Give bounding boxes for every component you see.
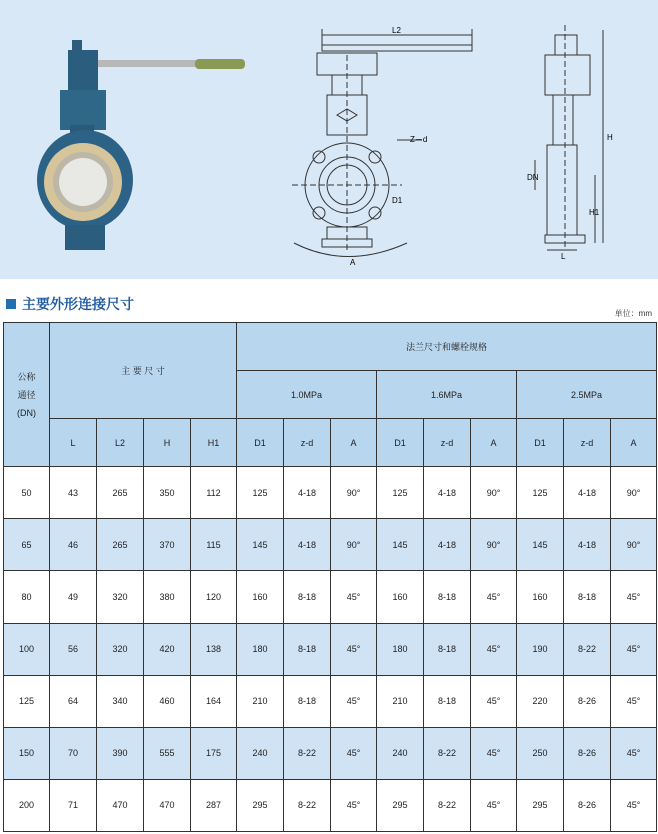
table-cell: 150 [4,727,50,779]
table-cell: 90° [471,467,517,519]
l-label: L [561,252,566,260]
zd-label: Z－d [410,135,428,144]
table-row [4,779,657,831]
table-cell: 180 [377,623,424,675]
table-cell: 115 [191,519,237,571]
column-header: D1 [517,419,564,467]
table-cell: 220 [517,675,564,727]
table-cell: 64 [50,675,97,727]
table-cell: 45° [471,675,517,727]
column-header: L2 [97,419,144,467]
table-cell: 8-22 [564,623,611,675]
table-cell: 8-18 [564,571,611,623]
table-cell: 8-18 [284,571,331,623]
side-view-drawing [525,15,645,260]
table-cell: 8-22 [424,779,471,831]
table-cell: 145 [517,519,564,571]
table-cell: 45° [471,571,517,623]
table-cell: 240 [377,727,424,779]
table-cell: 45° [331,779,377,831]
table-cell: 125 [237,467,284,519]
table-row [4,571,657,623]
table-cell: 65 [4,519,50,571]
main-dims-header: 主 要 尺 寸 [50,323,237,419]
table-cell: 90° [611,519,657,571]
table-cell: 460 [144,675,191,727]
dimension-table [3,322,657,832]
table-cell: 120 [191,571,237,623]
table-cell: 4-18 [564,467,611,519]
table-cell: 390 [97,727,144,779]
table-cell: 45° [331,727,377,779]
pressure-header: 1.6MPa [377,371,517,419]
section-title [6,294,134,314]
table-cell: 295 [377,779,424,831]
table-cell: 145 [237,519,284,571]
table-cell: 112 [191,467,237,519]
table-cell: 175 [191,727,237,779]
table-cell: 45° [471,727,517,779]
table-cell: 265 [97,467,144,519]
a-label: A [350,258,356,267]
table-cell: 340 [97,675,144,727]
front-view-drawing [282,15,482,270]
table-cell: 320 [97,623,144,675]
table-cell: 370 [144,519,191,571]
column-header: A [611,419,657,467]
column-header: L [50,419,97,467]
table-cell: 45° [611,623,657,675]
column-header: H [144,419,191,467]
table-cell: 295 [237,779,284,831]
table-cell: 8-26 [564,675,611,727]
table-cell: 90° [331,467,377,519]
table-cell: 49 [50,571,97,623]
table-cell: 45° [611,675,657,727]
table-cell: 71 [50,779,97,831]
table-cell: 160 [517,571,564,623]
valve-photo [30,30,260,260]
table-cell: 4-18 [564,519,611,571]
table-cell: 4-18 [284,519,331,571]
table-cell: 420 [144,623,191,675]
table-cell: 46 [50,519,97,571]
h1-label: H1 [589,208,600,217]
table-cell: 145 [377,519,424,571]
l2-label: L2 [392,26,401,35]
table-cell: 45° [331,675,377,727]
table-cell: 180 [237,623,284,675]
table-cell: 43 [50,467,97,519]
column-header: z-d [284,419,331,467]
table-cell: 125 [517,467,564,519]
table-cell: 50 [4,467,50,519]
table-cell: 320 [97,571,144,623]
table-cell: 4-18 [284,467,331,519]
table-cell: 265 [97,519,144,571]
table-cell: 90° [471,519,517,571]
pressure-header: 1.0MPa [237,371,377,419]
column-header: A [471,419,517,467]
h-label: H [607,133,613,142]
table-cell: 8-18 [284,623,331,675]
table-cell: 125 [4,675,50,727]
table-row [4,519,657,571]
table-cell: 45° [331,571,377,623]
table-cell: 350 [144,467,191,519]
section-bullet-icon [6,299,16,309]
product-image-panel [0,0,658,279]
table-cell: 45° [611,571,657,623]
table-cell: 90° [331,519,377,571]
table-row [4,727,657,779]
flange-header: 法兰尺寸和螺栓规格 [237,323,657,371]
table-cell: 8-22 [424,727,471,779]
table-row [4,623,657,675]
table-cell: 160 [377,571,424,623]
table-cell: 8-18 [284,675,331,727]
table-cell: 380 [144,571,191,623]
table-cell: 90° [611,467,657,519]
table-cell: 45° [331,623,377,675]
table-cell: 8-22 [284,779,331,831]
column-header: D1 [377,419,424,467]
table-cell: 164 [191,675,237,727]
table-cell: 70 [50,727,97,779]
table-cell: 45° [471,623,517,675]
column-header: H1 [191,419,237,467]
table-cell: 56 [50,623,97,675]
table-cell: 160 [237,571,284,623]
table-cell: 470 [144,779,191,831]
d1-label: D1 [392,196,403,205]
section-title-text: 主要外形连接尺寸 [22,296,134,312]
table-cell: 138 [191,623,237,675]
table-cell: 45° [611,779,657,831]
table-cell: 80 [4,571,50,623]
table-cell: 190 [517,623,564,675]
table-cell: 210 [237,675,284,727]
table-cell: 250 [517,727,564,779]
table-cell: 8-18 [424,571,471,623]
table-cell: 45° [471,779,517,831]
table-cell: 240 [237,727,284,779]
table-cell: 210 [377,675,424,727]
table-cell: 8-22 [284,727,331,779]
table-cell: 45° [611,727,657,779]
table-cell: 555 [144,727,191,779]
table-row [4,675,657,727]
table-cell: 8-18 [424,675,471,727]
column-header: z-d [564,419,611,467]
pressure-header: 2.5MPa [517,371,657,419]
table-cell: 470 [97,779,144,831]
table-cell: 125 [377,467,424,519]
table-cell: 4-18 [424,519,471,571]
table-cell: 287 [191,779,237,831]
column-header: z-d [424,419,471,467]
table-cell: 8-26 [564,779,611,831]
column-header: D1 [237,419,284,467]
table-cell: 295 [517,779,564,831]
table-cell: 200 [4,779,50,831]
unit-note: 单位：mm [614,309,652,318]
table-cell: 4-18 [424,467,471,519]
table-cell: 8-18 [424,623,471,675]
dn-header: 公称 通径 (DN) [4,323,50,467]
table-cell: 8-26 [564,727,611,779]
table-cell: 100 [4,623,50,675]
table-row [4,467,657,519]
column-header: A [331,419,377,467]
dn-label: DN [527,173,539,182]
